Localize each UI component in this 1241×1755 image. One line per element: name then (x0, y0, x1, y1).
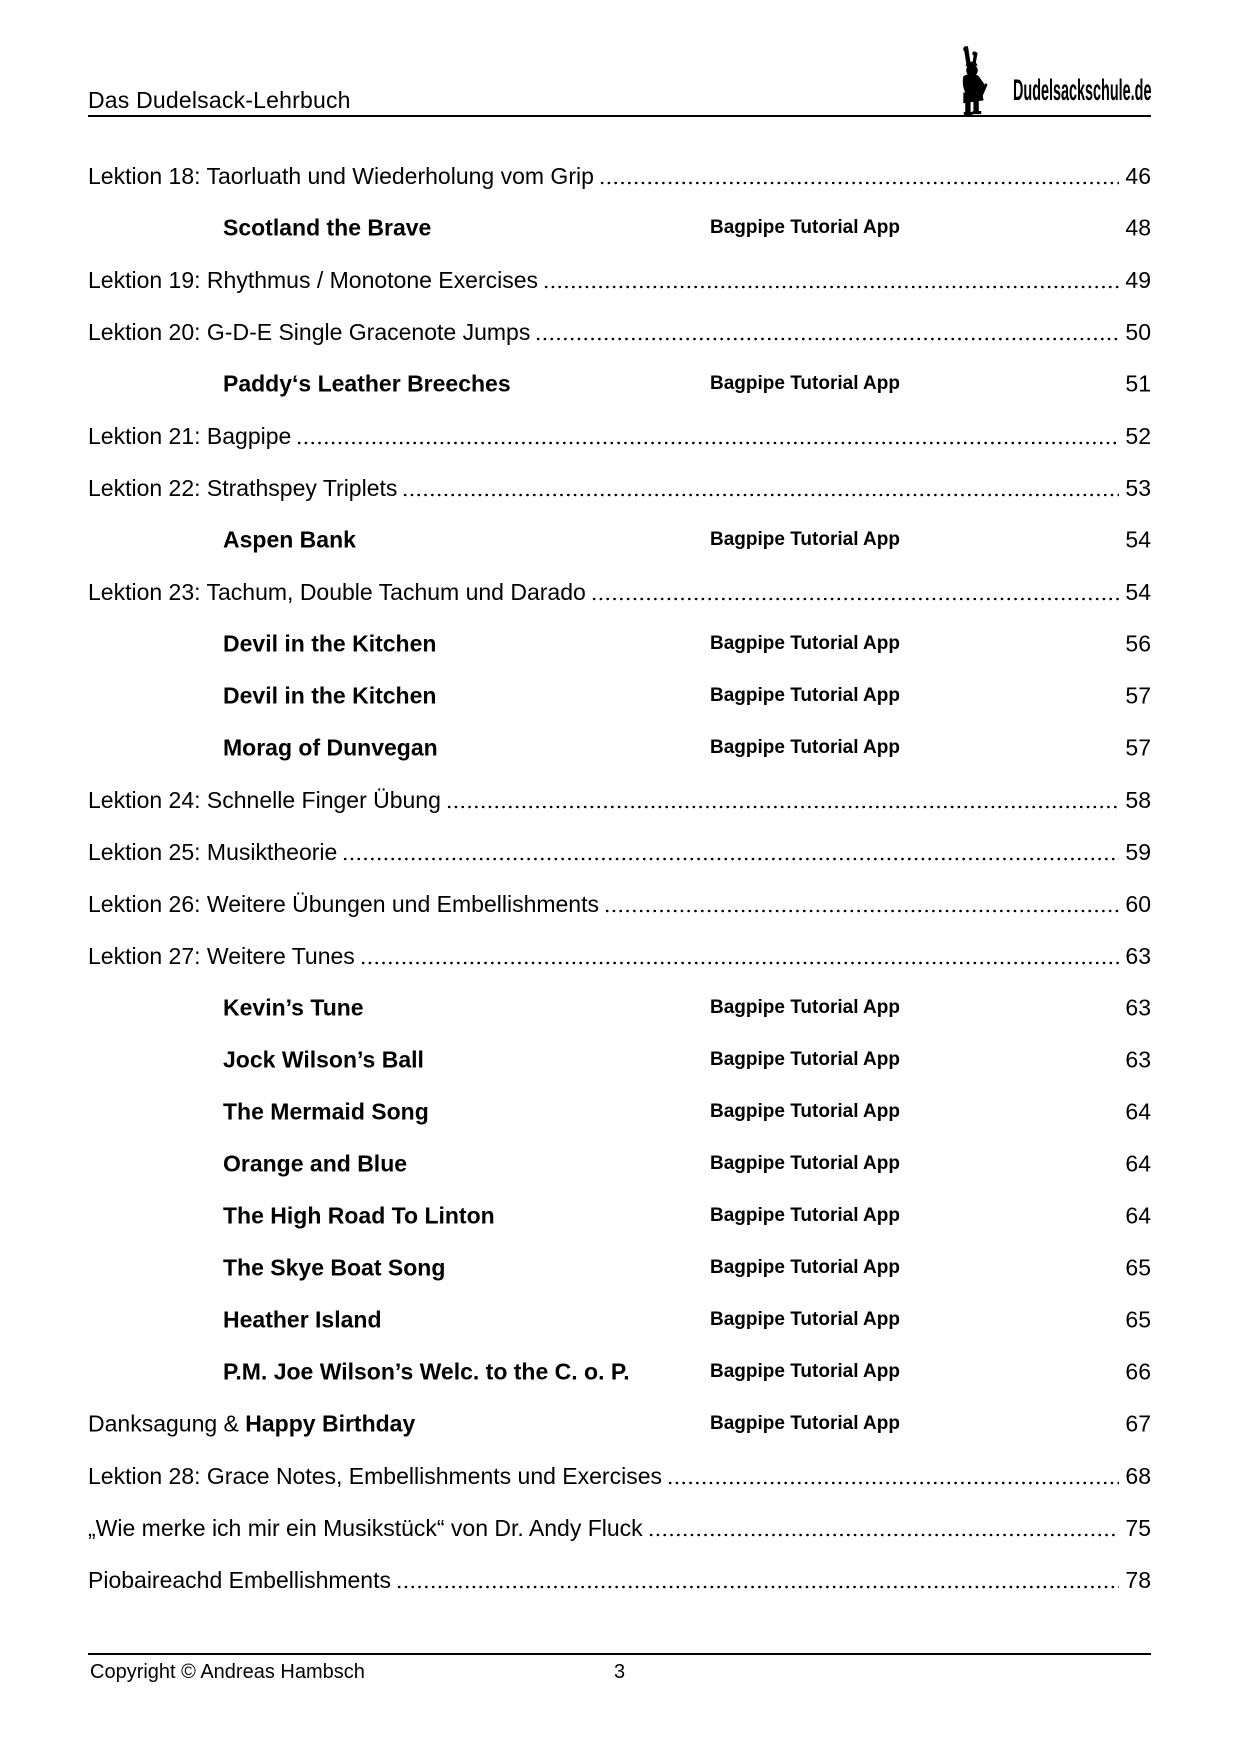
toc-page-number: 46 (1125, 162, 1151, 189)
app-label: Bagpipe Tutorial App (710, 1101, 900, 1122)
toc-tune-row (88, 618, 1151, 670)
document-title: Das Dudelsack-Lehrbuch (88, 87, 351, 113)
dot-leader (360, 930, 1119, 982)
toc-page-number: 63 (1125, 1046, 1151, 1073)
copyright-text: Copyright © Andreas Hambsch (90, 1661, 365, 1683)
logo-text: Dudelsackschule.de (1012, 74, 1151, 107)
dot-leader (342, 826, 1119, 878)
toc-chapter-row (88, 1502, 1151, 1554)
tune-title: The Skye Boat Song (223, 1254, 446, 1281)
tune-title: Aspen Bank (223, 526, 356, 553)
toc-page-number: 58 (1125, 786, 1151, 813)
dot-leader (402, 462, 1119, 514)
app-label: Bagpipe Tutorial App (710, 685, 900, 706)
dot-leader (591, 566, 1119, 618)
app-label: Bagpipe Tutorial App (710, 373, 900, 394)
toc-entry-title: Piobaireachd Embellishments (88, 1566, 391, 1593)
toc-tune-row (88, 358, 1151, 410)
toc-entry-title: Lektion 21: Bagpipe (88, 422, 292, 449)
tune-title: Paddy‘s Leather Breeches (223, 370, 511, 397)
toc-entry-title: Lektion 24: Schnelle Finger Übung (88, 786, 441, 813)
page-footer (88, 1653, 1151, 1695)
toc-page-number: 75 (1125, 1514, 1151, 1541)
toc-page-number: 63 (1125, 942, 1151, 969)
toc-chapter-row (88, 566, 1151, 618)
dudelsackschule-logo (943, 39, 1151, 119)
toc-page-number: 67 (1125, 1410, 1151, 1437)
toc-page-number: 51 (1125, 370, 1151, 397)
dot-leader (446, 774, 1119, 826)
toc-page-number: 64 (1125, 1202, 1151, 1229)
toc-page-number: 59 (1125, 838, 1151, 865)
tune-title: Devil in the Kitchen (223, 682, 437, 709)
toc-entry-title: Lektion 22: Strathspey Triplets (88, 474, 398, 501)
app-label: Bagpipe Tutorial App (710, 1153, 900, 1174)
toc-page-number: 68 (1125, 1462, 1151, 1489)
toc-page-number: 57 (1125, 734, 1151, 761)
toc-entry-title (88, 1411, 415, 1438)
dot-leader (667, 1450, 1119, 1502)
tune-title: Devil in the Kitchen (223, 630, 437, 657)
toc-page-number: 60 (1125, 890, 1151, 917)
toc-page-number: 78 (1125, 1566, 1151, 1593)
toc-tune-row (88, 1242, 1151, 1294)
toc-page-number: 63 (1125, 994, 1151, 1021)
tune-title: Heather Island (223, 1306, 382, 1333)
app-label: Bagpipe Tutorial App (710, 633, 900, 654)
toc-tune-row (88, 1138, 1151, 1190)
toc-tune-row (88, 1398, 1151, 1450)
toc-page-number: 50 (1125, 318, 1151, 345)
toc-entry-title: Lektion 20: G-D-E Single Gracenote Jumps (88, 318, 531, 345)
toc-entry-prefix: Danksagung & (88, 1410, 246, 1437)
tune-title: The High Road To Linton (223, 1202, 495, 1229)
toc-entry-title: Lektion 28: Grace Notes, Embellishments und Exercises (88, 1462, 662, 1489)
toc-chapter-row (88, 306, 1151, 358)
toc-chapter-row (88, 1450, 1151, 1502)
toc-page-number: 64 (1125, 1150, 1151, 1177)
app-label: Bagpipe Tutorial App (710, 529, 900, 550)
toc-chapter-row (88, 1554, 1151, 1606)
tune-title: Scotland the Brave (223, 214, 432, 241)
app-label: Bagpipe Tutorial App (710, 1309, 900, 1330)
toc-chapter-row (88, 150, 1151, 202)
toc-chapter-row (88, 930, 1151, 982)
tune-title: Morag of Dunvegan (223, 734, 438, 761)
toc-page-number: 65 (1125, 1254, 1151, 1281)
toc-tune-row (88, 514, 1151, 566)
toc-tune-row (88, 202, 1151, 254)
toc-chapter-row (88, 878, 1151, 930)
toc-entry-title: Lektion 18: Taorluath und Wiederholung vom Grip (88, 162, 594, 189)
dot-leader (599, 150, 1119, 202)
app-label: Bagpipe Tutorial App (710, 737, 900, 758)
dot-leader (296, 410, 1119, 462)
toc-chapter-row (88, 410, 1151, 462)
toc-tune-row (88, 722, 1151, 774)
toc-page-number: 48 (1125, 214, 1151, 241)
toc-page-number: 54 (1125, 578, 1151, 605)
toc-page-number: 66 (1125, 1358, 1151, 1385)
bagpiper-icon (943, 45, 1001, 119)
tune-title: Orange and Blue (223, 1150, 408, 1177)
toc-page-number: 52 (1125, 422, 1151, 449)
toc-tune-row (88, 1190, 1151, 1242)
page-number: 3 (613, 1661, 626, 1683)
toc-entry-title: „Wie merke ich mir ein Musikstück“ von Dr. Andy Fluck (88, 1514, 643, 1541)
toc-chapter-row (88, 254, 1151, 306)
toc-chapter-row (88, 826, 1151, 878)
dot-leader (648, 1502, 1119, 1554)
toc-page-number: 53 (1125, 474, 1151, 501)
app-label: Bagpipe Tutorial App (710, 1257, 900, 1278)
toc-tune-row (88, 1294, 1151, 1346)
toc-page-number: 65 (1125, 1306, 1151, 1333)
table-of-contents (88, 150, 1151, 1606)
toc-entry-title: Lektion 23: Tachum, Double Tachum und Darado (88, 578, 586, 605)
toc-tune-row (88, 1034, 1151, 1086)
toc-page-number: 49 (1125, 266, 1151, 293)
toc-tune-row (88, 982, 1151, 1034)
toc-tune-row (88, 1346, 1151, 1398)
toc-chapter-row (88, 462, 1151, 514)
toc-page-number: 56 (1125, 630, 1151, 657)
toc-page-number: 64 (1125, 1098, 1151, 1125)
page-header (88, 0, 1151, 117)
toc-tune-row (88, 1086, 1151, 1138)
toc-tune-row (88, 670, 1151, 722)
toc-page-number: 54 (1125, 526, 1151, 553)
toc-page-number: 57 (1125, 682, 1151, 709)
dot-leader (543, 254, 1119, 306)
toc-entry-title: Lektion 19: Rhythmus / Monotone Exercises (88, 266, 539, 293)
toc-entry-title: Lektion 26: Weitere Übungen und Embellishments (88, 890, 599, 917)
app-label: Bagpipe Tutorial App (710, 1413, 900, 1434)
toc-chapter-row (88, 774, 1151, 826)
toc-entry-title: Lektion 27: Weitere Tunes (88, 942, 355, 969)
dot-leader (604, 878, 1119, 930)
tune-title: P.M. Joe Wilson’s Welc. to the C. o. P. (223, 1358, 630, 1385)
dot-leader (535, 306, 1119, 358)
tune-title: The Mermaid Song (223, 1098, 429, 1125)
app-label: Bagpipe Tutorial App (710, 997, 900, 1018)
tune-title: Happy Birthday (245, 1410, 416, 1437)
app-label: Bagpipe Tutorial App (710, 1049, 900, 1070)
tune-title: Jock Wilson’s Ball (223, 1046, 424, 1073)
toc-entry-title: Lektion 25: Musiktheorie (88, 838, 338, 865)
app-label: Bagpipe Tutorial App (710, 1205, 900, 1226)
dot-leader (396, 1554, 1119, 1606)
tune-title: Kevin’s Tune (223, 994, 364, 1021)
app-label: Bagpipe Tutorial App (710, 217, 900, 238)
app-label: Bagpipe Tutorial App (710, 1361, 900, 1382)
